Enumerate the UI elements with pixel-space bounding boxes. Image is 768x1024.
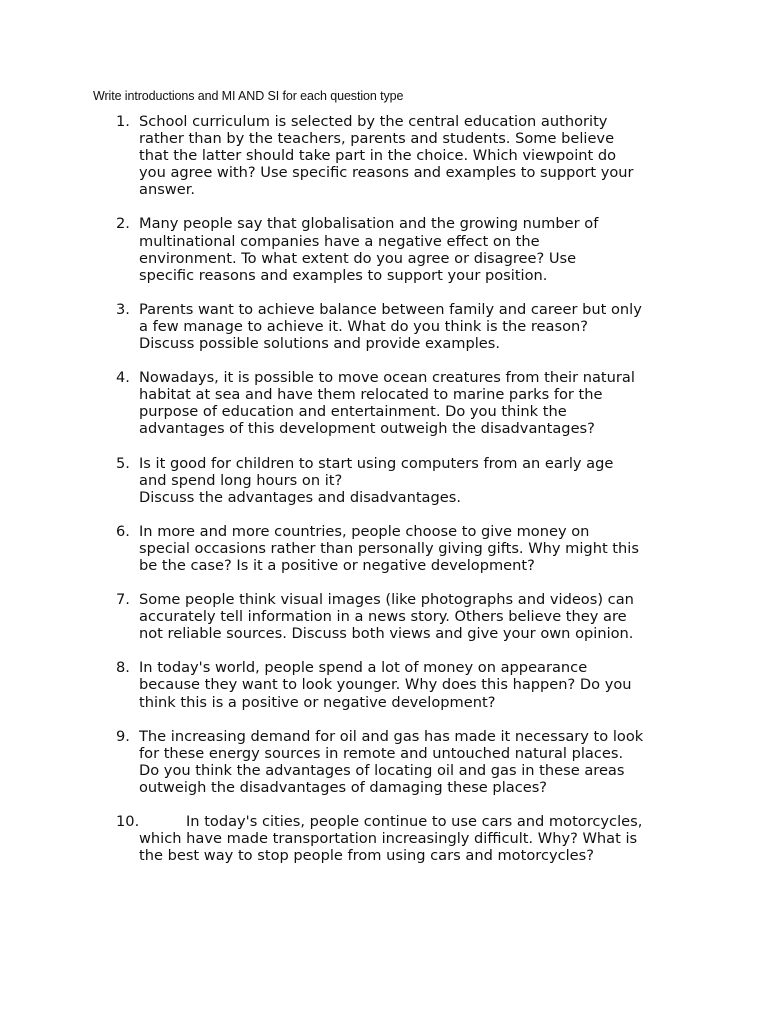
question-text: Is it good for children to start using computers from an early age and spend long hours on it? Discuss the advantages and disadvantages. <box>139 454 614 506</box>
question-number: 9. <box>116 727 130 745</box>
question-item-3 <box>0 301 684 352</box>
question-text: In more and more countries, people choose to give money on special occasions rather than personally giving gifts. Why might this be the case? Is it a positive or negative development? <box>139 522 639 574</box>
question-text: In today's world, people spend a lot of money on appearance because they want to look younger. Why does this happen? Do you think this is a positive or negative development? <box>139 659 632 711</box>
question-text: Some people think visual images (like photographs and videos) can accurately tell information in a news story. Others believe they are not reliable sources. Discuss both views and give your own opinion. <box>139 591 634 643</box>
question-number: 1. <box>116 113 130 130</box>
question-item-2 <box>0 215 684 283</box>
question-text: School curriculum is selected by the central education authority rather than by the teachers, parents and students. Some believe that the latter should take part in the choice. Which viewpoint do you agree with? Use specific reasons and examples to support your answer. <box>139 113 634 199</box>
question-item-4 <box>0 369 684 437</box>
question-text: In today's cities, people continue to use cars and motorcycles, which have made transportation increasingly difficult. Why? What is the best way to stop people from using cars and motorcycles? <box>139 813 643 865</box>
question-text: The increasing demand for oil and gas has made it necessary to look for these energy sources in remote and untouched natural places. Do you think the advantages of locating oil and gas in these areas outweigh the disadvantages of damaging these places? <box>139 727 644 796</box>
question-text: Parents want to achieve balance between family and career but only a few manage to achieve it. What do you think is the reason? Discuss possible solutions and provide examples. <box>139 300 642 353</box>
question-number: 10. <box>116 813 140 830</box>
question-number: 3. <box>116 300 130 318</box>
question-text: Nowadays, it is possible to move ocean creatures from their natural habitat at sea and have them relocated to marine parks for the purpose of education and entertainment. Do you think the advantages of this development outweigh the disadvantages? <box>139 369 635 438</box>
question-item-9 <box>0 728 684 796</box>
question-item-7 <box>0 591 684 642</box>
question-text: Many people say that globalisation and the growing number of multinational companies have a negative effect on the environment. To what extent do you agree or disagree? Use specific reasons and examples to support your position. <box>139 215 599 284</box>
question-number: 6. <box>116 522 130 540</box>
question-item-5 <box>0 455 684 506</box>
question-item-6 <box>0 523 684 574</box>
document-heading: Write introductions and MI AND SI for each question type <box>93 89 404 103</box>
question-list <box>0 113 768 881</box>
question-item-1 <box>0 113 684 198</box>
question-number: 7. <box>116 591 130 609</box>
question-number: 2. <box>116 215 130 233</box>
question-item-8 <box>0 659 684 710</box>
question-number: 4. <box>116 369 130 387</box>
question-number: 5. <box>116 454 130 472</box>
question-number: 8. <box>116 659 130 677</box>
question-item-10 <box>0 813 684 864</box>
